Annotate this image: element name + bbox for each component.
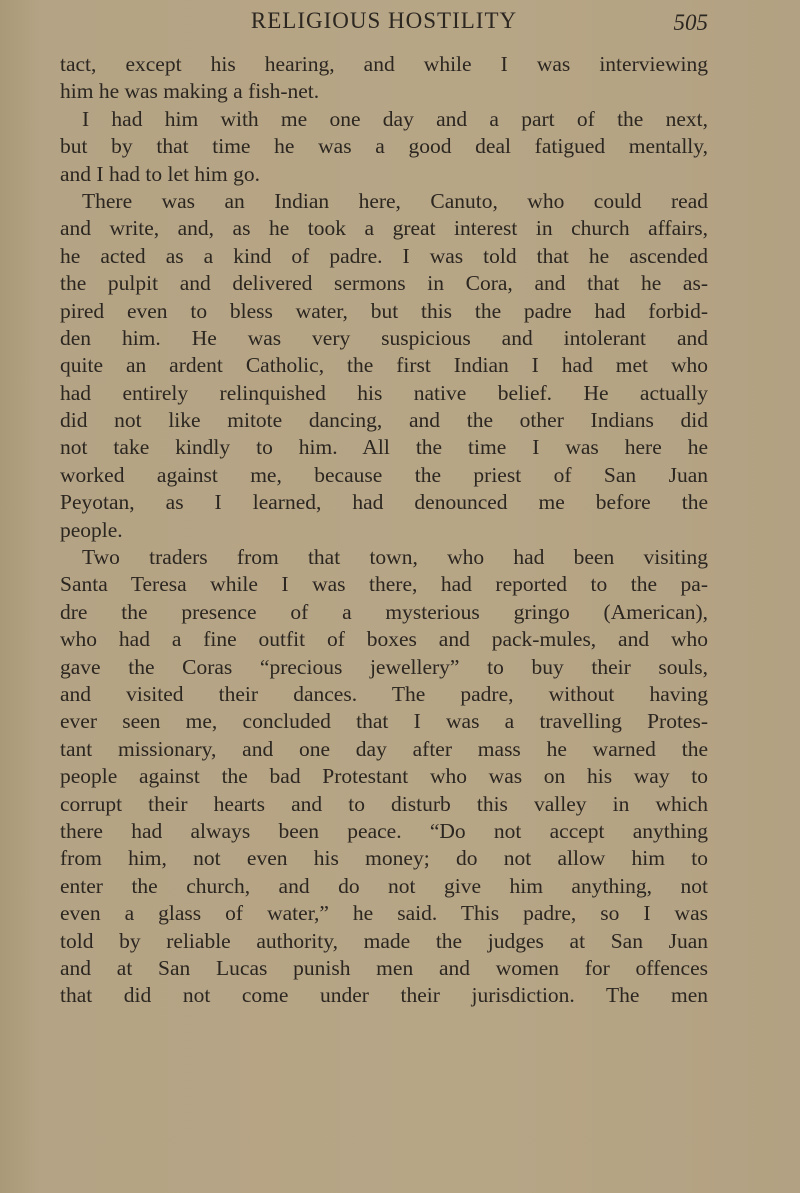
text-line: pired even to bless water, but this the padre had forbid- bbox=[60, 298, 708, 323]
text-line: he acted as a kind of padre. I was told that he ascended bbox=[60, 243, 708, 268]
text-line: him he was making a fish-net. bbox=[60, 79, 320, 104]
text-line: told by reliable authority, made the judges at San Juan bbox=[60, 928, 708, 953]
text-line: worked against me, because the priest of San Juan bbox=[60, 462, 708, 487]
text-line: I had him with me one day and a part of the next, bbox=[82, 106, 708, 131]
running-title: RELIGIOUS HOSTILITY bbox=[250, 8, 518, 33]
text-line: ever seen me, concluded that I was a travelling Protes- bbox=[60, 709, 708, 734]
text-line: corrupt their hearts and to disturb this valley in which bbox=[60, 791, 708, 816]
text-line: did not like mitote dancing, and the other Indians did bbox=[60, 408, 708, 433]
text-line: there had always been peace. “Do not accept anything bbox=[60, 818, 708, 843]
text-line: and at San Lucas punish men and women for offences bbox=[60, 955, 708, 980]
text-line: Santa Teresa while I was there, had reported to the pa- bbox=[60, 572, 708, 597]
text-line: even a glass of water,” he said. This padre, so I was bbox=[60, 901, 708, 926]
text-line: people against the bad Protestant who was on his way to bbox=[60, 764, 708, 789]
text-line: Two traders from that town, who had been visiting bbox=[82, 545, 708, 570]
text-line: but by that time he was a good deal fatigued mentally, bbox=[60, 134, 708, 159]
text-line: and write, and, as he took a great interest in church affairs, bbox=[60, 216, 708, 241]
text-line: quite an ardent Catholic, the first Indian I had met who bbox=[60, 353, 708, 378]
page-header bbox=[60, 4, 708, 38]
text-line: Peyotan, as I learned, had denounced me before the bbox=[60, 490, 708, 515]
text-line: the pulpit and delivered sermons in Cora, and that he as- bbox=[60, 271, 708, 296]
text-line: tact, except his hearing, and while I was interviewing bbox=[60, 52, 708, 76]
text-line: and I had to let him go. bbox=[60, 161, 261, 186]
text-line: There was an Indian here, Canuto, who could read bbox=[82, 188, 708, 213]
text-line: den him. He was very suspicious and intolerant and bbox=[60, 325, 708, 350]
text-line: tant missionary, and one day after mass he warned the bbox=[60, 736, 708, 761]
text-line: and visited their dances. The padre, without having bbox=[60, 681, 708, 706]
text-line: enter the church, and do not give him anything, not bbox=[60, 873, 708, 898]
body-text bbox=[60, 51, 708, 1010]
text-line: that did not come under their jurisdiction. The men bbox=[60, 983, 708, 1008]
text-line: dre the presence of a mysterious gringo (American), bbox=[60, 599, 708, 624]
page-number: 505 bbox=[673, 10, 708, 35]
text-line: from him, not even his money; do not allow him to bbox=[60, 846, 708, 871]
text-line: gave the Coras “precious jewellery” to buy their souls, bbox=[60, 654, 708, 679]
text-line: had entirely relinquished his native belief. He actually bbox=[60, 380, 708, 405]
text-line: who had a fine outfit of boxes and pack-mules, and who bbox=[60, 627, 708, 652]
text-line: people. bbox=[60, 517, 123, 542]
text-line: not take kindly to him. All the time I was here he bbox=[60, 435, 708, 460]
